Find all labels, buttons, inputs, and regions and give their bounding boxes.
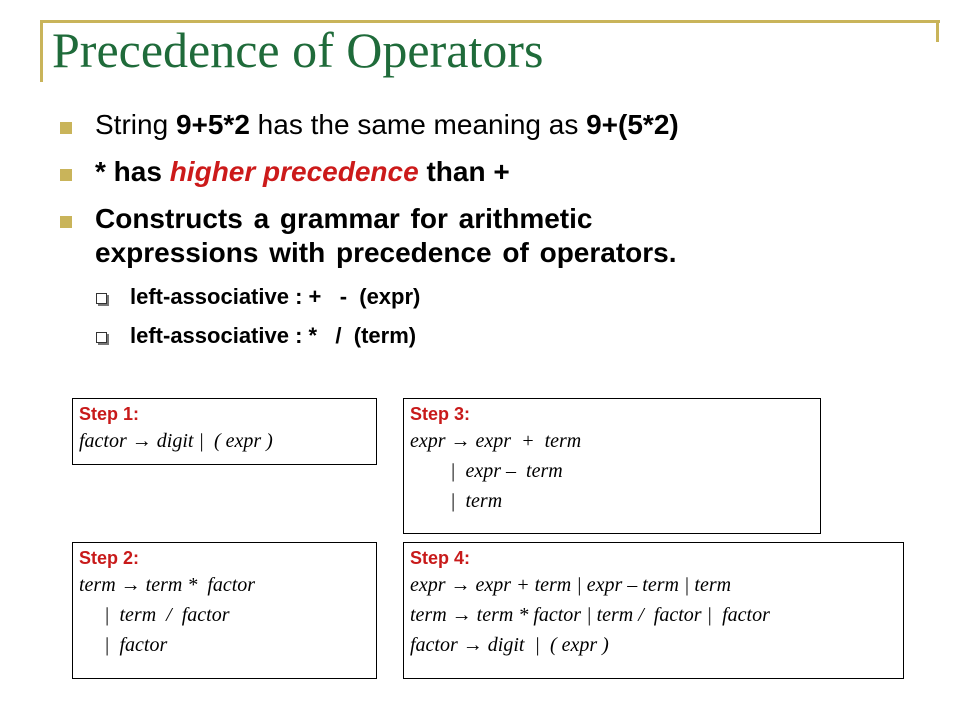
step1-box xyxy=(72,398,377,465)
expr-9+5*2: 9+5*2 xyxy=(175,109,250,140)
text-middle: has the same meaning as xyxy=(249,109,587,140)
highlight-higher-precedence: higher precedence xyxy=(169,156,419,187)
bullet-square-icon xyxy=(60,122,72,134)
step2-line-2: | term / factor xyxy=(79,604,230,626)
decorative-vertical-line xyxy=(40,20,43,82)
sub-bullet-term xyxy=(60,322,920,350)
step4-label: Step 4: xyxy=(410,548,471,568)
step1-line-1: factor → digit | ( expr ) xyxy=(79,430,273,452)
slide-title: Precedence of Operators xyxy=(52,22,544,78)
step3-line-2: | expr – term xyxy=(410,460,563,482)
step3-box xyxy=(403,398,821,534)
step3-label: Step 3: xyxy=(410,404,471,424)
bullet-list xyxy=(60,108,920,361)
sub-bullet-text: left-associative : * / (term) xyxy=(130,323,417,348)
step2-line-3: | factor xyxy=(79,634,168,656)
text-suffix: than + xyxy=(418,156,510,187)
text-line2: expressions with precedence of operators. xyxy=(95,237,677,268)
step3-line-3: | term xyxy=(410,490,503,512)
step2-box xyxy=(72,542,377,679)
bullet-constructs-grammar xyxy=(60,202,920,270)
step2-label: Step 2: xyxy=(79,548,140,568)
step4-line-1: expr → expr + term | expr – term | term xyxy=(410,574,732,596)
bullet-square-icon xyxy=(60,169,72,181)
text-prefix: * has xyxy=(95,156,170,187)
decorative-corner-line xyxy=(936,20,939,42)
step1-label: Step 1: xyxy=(79,404,140,424)
bullet-string-meaning xyxy=(60,108,920,142)
bullet-square-icon xyxy=(60,216,72,228)
step4-line-2: term → term * factor | term / factor | factor xyxy=(410,604,770,626)
step2-line-1: term → term * factor xyxy=(79,574,256,596)
expr-9+(5*2): 9+(5*2) xyxy=(586,109,679,140)
text-prefix: String xyxy=(95,109,176,140)
step4-box xyxy=(403,542,904,679)
step4-line-3: factor → digit | ( expr ) xyxy=(410,634,609,656)
sub-bullet-text: left-associative : + - (expr) xyxy=(130,284,421,309)
hollow-square-icon xyxy=(96,293,107,304)
sub-bullet-expr xyxy=(60,283,920,311)
bullet-higher-precedence xyxy=(60,155,920,189)
text-line1: Constructs a grammar for arithmetic xyxy=(95,203,593,234)
step3-line-1: expr → expr + term xyxy=(410,430,582,452)
hollow-square-icon xyxy=(96,332,107,343)
